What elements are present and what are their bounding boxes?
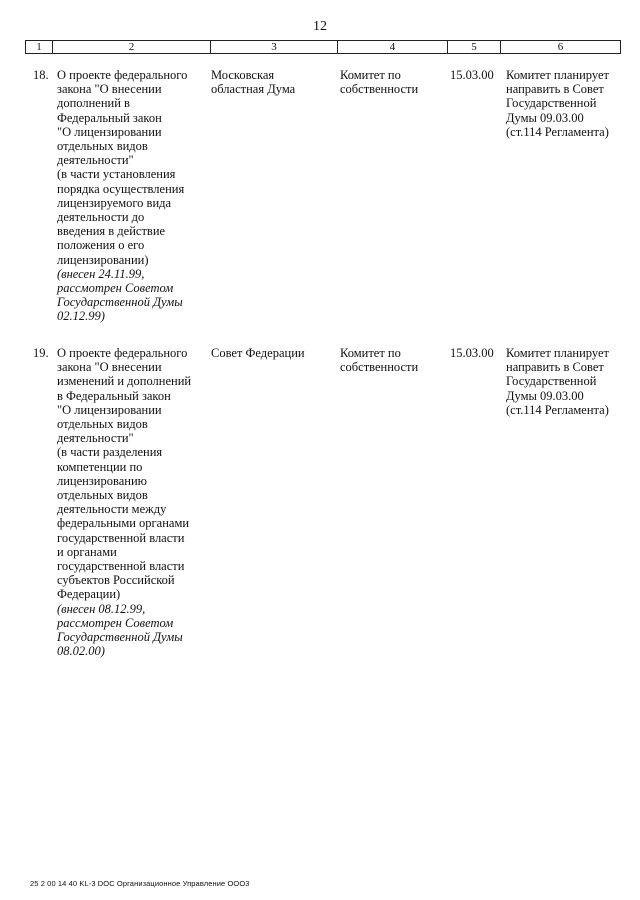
title-line: закона "О внесении xyxy=(57,360,162,375)
title-line: изменений и дополнений xyxy=(57,374,192,389)
committee xyxy=(340,68,445,96)
note-line: (внесен 24.11.99, xyxy=(57,266,145,281)
decision-line: (ст.114 Регламента) xyxy=(506,124,609,139)
title-line: (в части установления xyxy=(57,167,176,182)
title-line: отдельных видов xyxy=(57,488,148,503)
title-line: федеральными органами xyxy=(57,516,190,531)
title-line: в Федеральный закон xyxy=(57,388,171,403)
decision-line: Думы 09.03.00 xyxy=(506,110,584,125)
initiator xyxy=(211,68,331,96)
entry-number: 18. xyxy=(33,68,49,82)
title-line: деятельности" xyxy=(57,153,134,168)
committee-line: Комитет по xyxy=(340,346,401,360)
title-line: деятельности до xyxy=(57,210,145,225)
title-line: и органами xyxy=(57,544,117,559)
title-line: закона "О внесении xyxy=(57,82,162,97)
header-cell-3: 3 xyxy=(211,41,338,53)
header-cell-1: 1 xyxy=(26,41,53,53)
title-line: компетенции по xyxy=(57,459,143,474)
initiator-line: Московская xyxy=(211,68,275,82)
decision-line: направить в Совет xyxy=(506,82,604,97)
bill-title xyxy=(57,346,205,658)
title-line: О проекте федерального xyxy=(57,68,188,82)
bill-title xyxy=(57,68,205,324)
table-header-row xyxy=(25,40,621,54)
header-cell-4: 4 xyxy=(338,41,448,53)
decision-line: направить в Совет xyxy=(506,360,604,375)
committee xyxy=(340,346,445,374)
title-line: отдельных видов xyxy=(57,139,148,154)
note-line: рассмотрен Советом xyxy=(57,281,174,296)
title-line: "О лицензировании xyxy=(57,124,162,139)
decision xyxy=(506,68,630,139)
note-line: 02.12.99) xyxy=(57,309,105,324)
decision-line: Думы 09.03.00 xyxy=(506,388,584,403)
title-line: положения о его xyxy=(57,238,145,253)
title-line: лицензированию xyxy=(57,473,147,488)
document-footer: 25 2 00 14 40 KL-3 DOC Организационное Управление ООО3 xyxy=(30,879,250,888)
title-line: деятельности между xyxy=(57,502,167,517)
decision-line: Комитет планирует xyxy=(506,68,609,82)
title-line: Федеральный закон xyxy=(57,110,162,125)
title-line: введения в действие xyxy=(57,224,166,239)
title-line: порядка осуществления xyxy=(57,181,185,196)
title-line: деятельности" xyxy=(57,431,134,446)
note-line: Государственной Думы xyxy=(57,295,183,310)
title-line: Федерации) xyxy=(57,587,121,602)
committee-line: собственности xyxy=(340,360,419,375)
title-line: О проекте федерального xyxy=(57,346,188,360)
date: 15.03.00 xyxy=(450,68,494,82)
note-line: (внесен 08.12.99, xyxy=(57,601,146,616)
header-cell-6: 6 xyxy=(557,41,564,53)
page-number: 12 xyxy=(313,19,327,34)
title-line: отдельных видов xyxy=(57,417,148,432)
header-cell-5: 5 xyxy=(448,41,501,53)
title-line: государственной власти xyxy=(57,559,185,574)
committee-line: Комитет по xyxy=(340,68,401,82)
title-line: (в части разделения xyxy=(57,445,163,460)
title-line: лицензировании) xyxy=(57,252,149,267)
title-line: "О лицензировании xyxy=(57,402,162,417)
title-line: субъектов Российской xyxy=(57,573,175,588)
title-line: дополнений в xyxy=(57,96,130,111)
initiator-line: Совет Федерации xyxy=(211,346,305,360)
decision-line: Государственной xyxy=(506,374,597,389)
committee-line: собственности xyxy=(340,82,419,97)
initiator-line: областная Дума xyxy=(211,82,296,97)
note-line: Государственной Думы xyxy=(57,630,183,645)
entry-number: 19. xyxy=(33,346,49,360)
initiator xyxy=(211,346,331,360)
note-line: 08.02.00) xyxy=(57,644,105,659)
decision xyxy=(506,346,630,417)
title-line: государственной власти xyxy=(57,530,185,545)
decision-line: (ст.114 Регламента) xyxy=(506,402,609,417)
note-line: рассмотрен Советом xyxy=(57,615,174,630)
date: 15.03.00 xyxy=(450,346,494,360)
decision-line: Государственной xyxy=(506,96,597,111)
title-line: лицензируемого вида xyxy=(57,195,172,210)
header-cell-2: 2 xyxy=(53,41,211,53)
decision-line: Комитет планирует xyxy=(506,346,609,360)
